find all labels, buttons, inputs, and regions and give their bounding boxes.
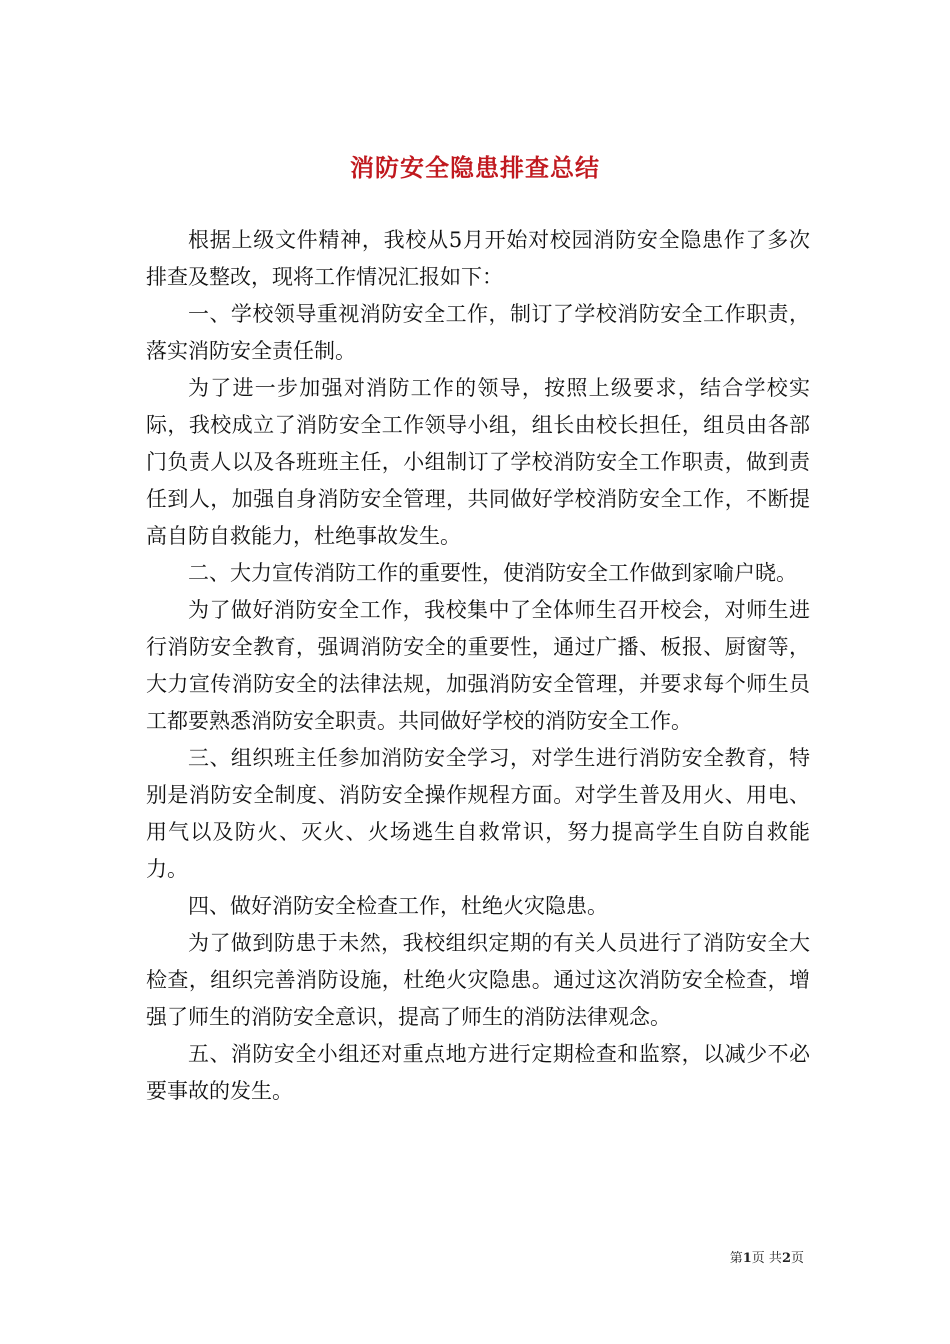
paragraph-section-4-body: 为了做到防患于未然，我校组织定期的有关人员进行了消防安全大检查，组织完善消防设施，杜绝火灾隐患。通过这次消防安全检查，增强了师生的消防安全意识，提高了师生的消防法律观念。 [146,931,810,1029]
paragraph-section-3: 三、组织班主任参加消防安全学习，对学生进行消防安全教育，特别是消防安全制度、消防安全操作规程方面。对学生普及用火、用电、用气以及防火、灭火、火场逃生自救常识，努力提高学生自防自救能力。 [146,746,810,881]
paragraph-section-2-body: 为了做好消防安全工作，我校集中了全体师生召开校会，对师生进行消防安全教育，强调消防安全的重要性，通过广播、板报、厨窗等，大力宣传消防安全的法律法规，加强消防安全管理，并要求每个师生员工都要熟悉消防安全职责。共同做好学校的消防安全工作。 [146,598,810,733]
document-body [146,222,810,1110]
footer-middle: 页 共 [751,1251,782,1266]
paragraph-section-1-body: 为了进一步加强对消防工作的领导，按照上级要求，结合学校实际，我校成立了消防安全工作领导小组，组长由校长担任，组员由各部门负责人以及各班班主任，小组制订了学校消防安全工作职责，做到责任到人，加强自身消防安全管理，共同做好学校消防安全工作，不断提高自防自救能力，杜绝事故发生。 [146,376,810,548]
paragraph-section-5: 五、消防安全小组还对重点地方进行定期检查和监察，以减少不必要事故的发生。 [146,1042,810,1103]
footer-current-page: 1 [742,1251,752,1266]
paragraph-section-1-heading: 一、学校领导重视消防安全工作，制订了学校消防安全工作职责，落实消防安全责任制。 [146,302,810,363]
paragraph-section-4-heading: 四、做好消防安全检查工作，杜绝火灾隐患。 [188,894,608,918]
page-number-footer [730,1247,804,1266]
paragraph-intro: 根据上级文件精神，我校从5月开始对校园消防安全隐患作了多次排查及整改，现将工作情况汇报如下： [146,228,810,289]
footer-total-pages: 2 [781,1251,791,1266]
footer-prefix: 第 [729,1251,743,1266]
page-title: 消防安全隐患排查总结 [350,153,600,183]
footer-suffix: 页 [790,1251,804,1266]
paragraph-section-2-heading: 二、大力宣传消防工作的重要性，使消防安全工作做到家喻户晓。 [188,561,797,585]
